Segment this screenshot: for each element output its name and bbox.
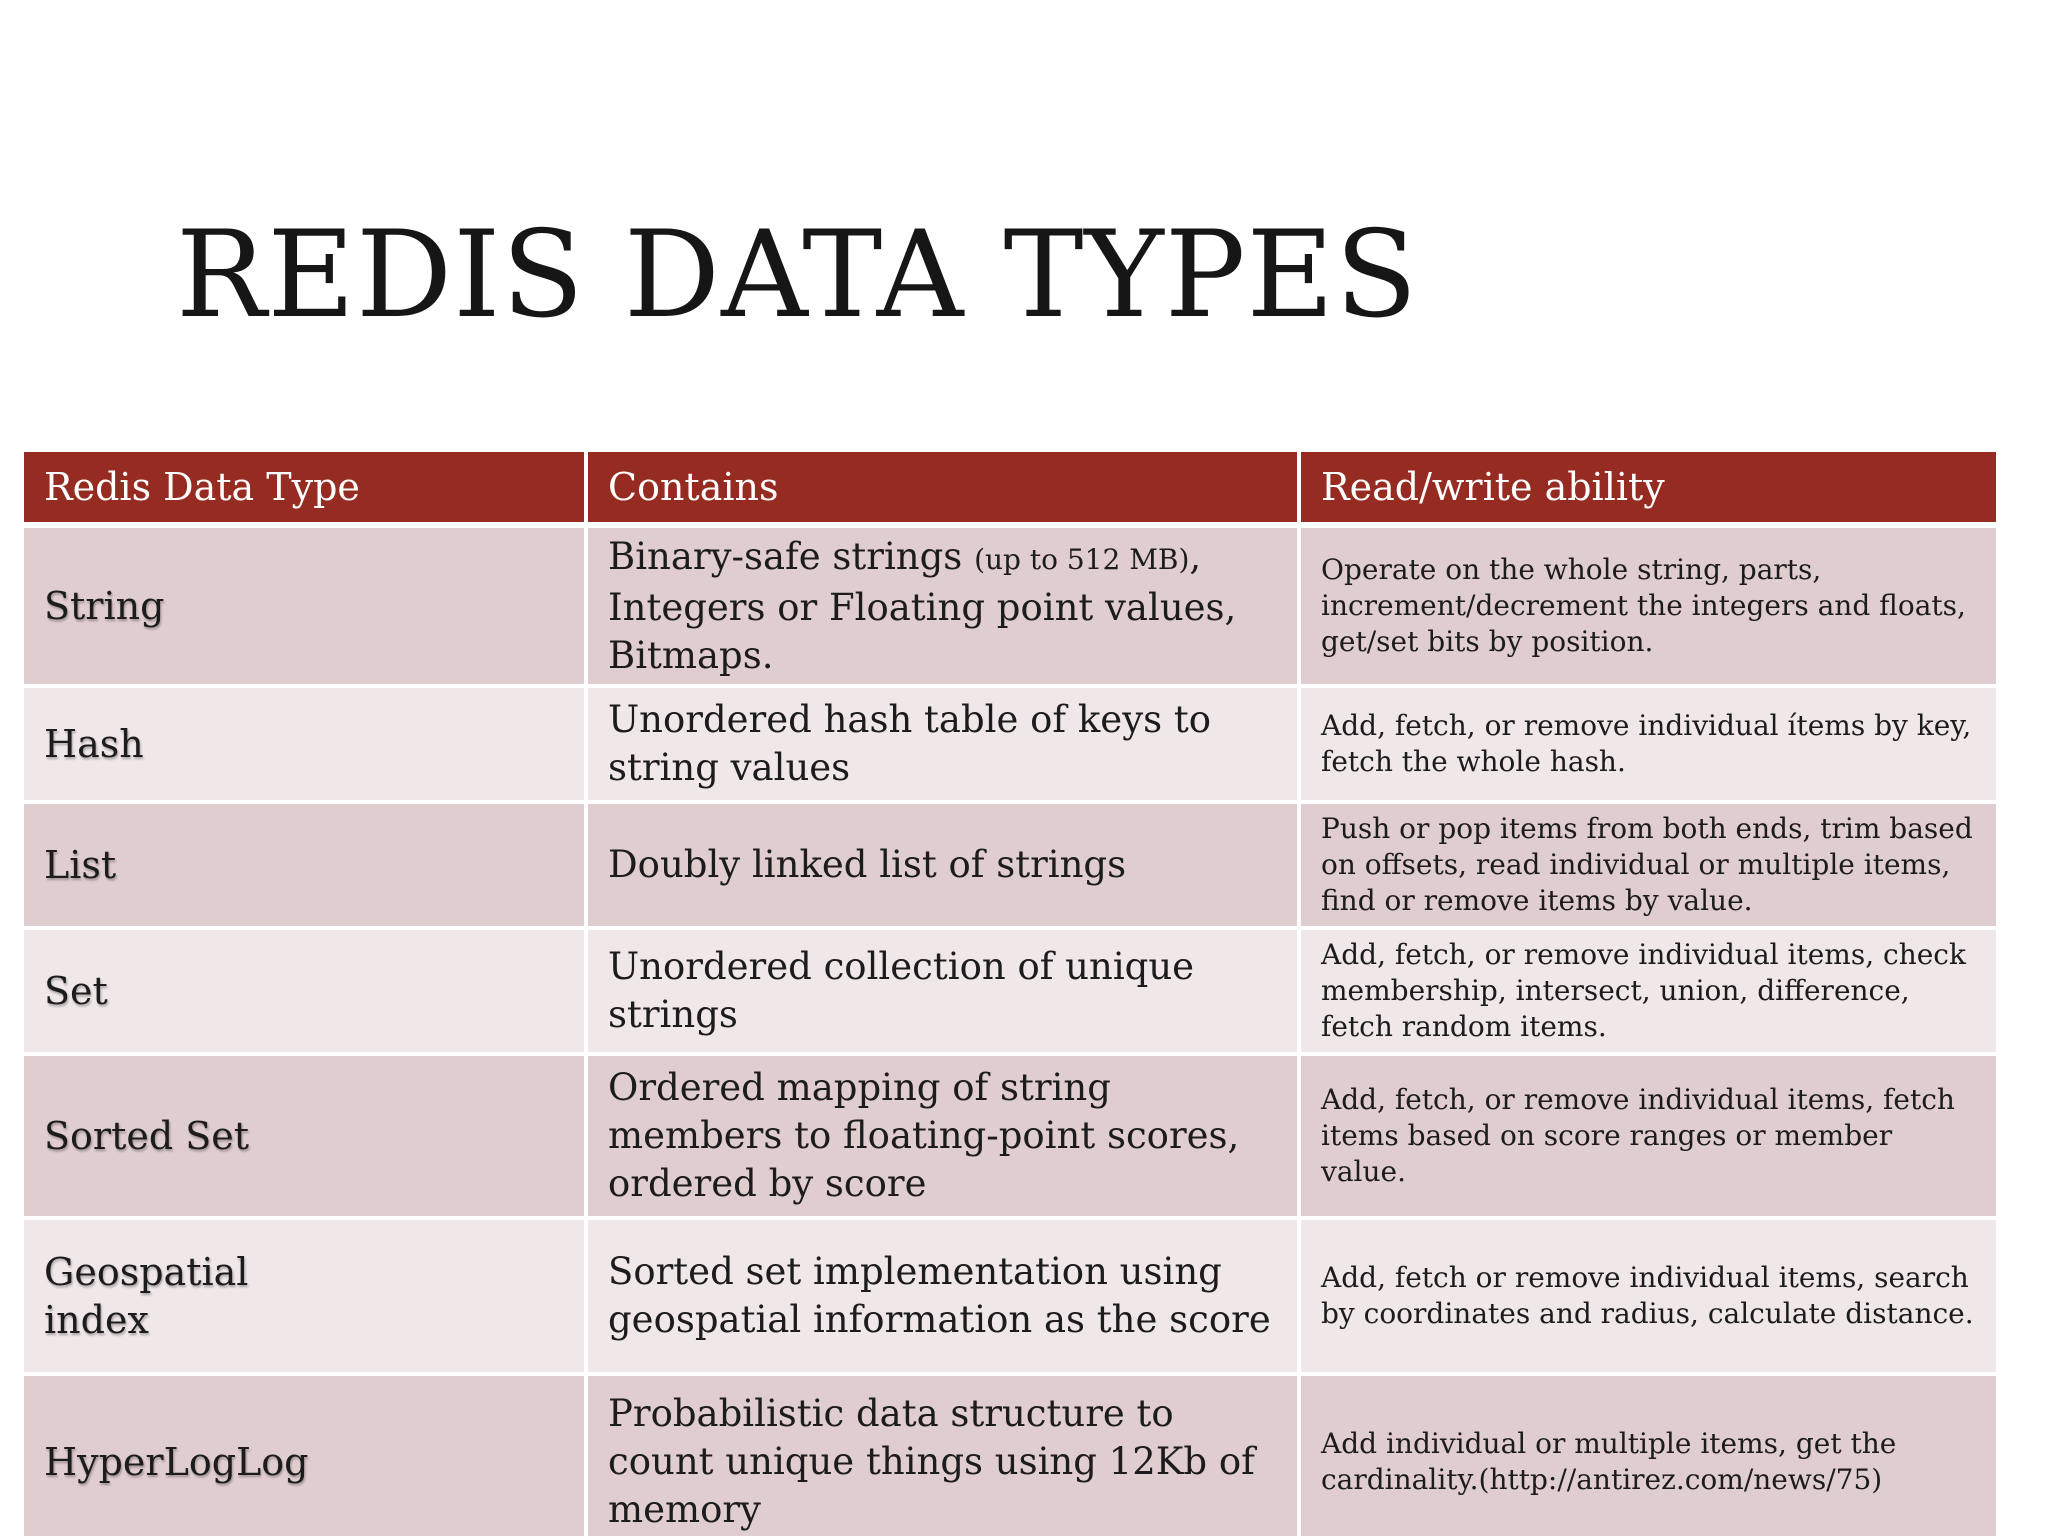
contains-cell: Unordered collection of unique strings [588,930,1301,1056]
contains-main: Binary-safe strings [608,534,963,578]
header-data-type: Redis Data Type [24,452,588,528]
read-write-cell: Operate on the whole string, parts, increment/decrement the integers and floats, get/set bits by position. [1301,528,1996,688]
table-header-row [24,452,1996,528]
read-write-cell: Add, fetch or remove individual items, search by coordinates and radius, calculate distance. [1301,1220,1996,1376]
type-cell: Set [24,930,588,1056]
contains-cell: Unordered hash table of keys to string values [588,688,1301,804]
header-read-write: Read/write ability [1301,452,1996,528]
contains-cell: Sorted set implementation using geospatial information as the score [588,1220,1301,1376]
table-row-string [24,528,1996,688]
type-cell: Hash [24,688,588,804]
table-row-geospatial-index [24,1220,1996,1376]
type-cell: HyperLogLog [24,1376,588,1536]
contains-note: (up to 512 MB) [974,542,1190,576]
data-types-table [24,452,1996,1536]
read-write-cell: Add, fetch, or remove individual items, check membership, intersect, union, difference, fetch random items. [1301,930,1996,1056]
table-row-set [24,930,1996,1056]
table-row-hash [24,688,1996,804]
contains-cell: Ordered mapping of string members to floating-point scores, ordered by score [588,1056,1301,1220]
data-types-table-container [24,452,1996,1536]
read-write-cell: Add, fetch, or remove individual ítems by key, fetch the whole hash. [1301,688,1996,804]
contains-cell: Doubly linked list of strings [588,804,1301,930]
table-row-hyperloglog [24,1376,1996,1536]
type-cell: List [24,804,588,930]
slide-title: REDIS DATA TYPES [176,206,1419,345]
read-write-cell: Add individual or multiple items, get the cardinality.(http://antirez.com/news/75) [1301,1376,1996,1536]
type-cell: Sorted Set [24,1056,588,1220]
type-cell: Geospatial index [24,1220,588,1376]
table-row-sorted-set [24,1056,1996,1220]
read-write-cell: Add, fetch, or remove individual items, fetch items based on score ranges or member value. [1301,1056,1996,1220]
header-contains: Contains [588,452,1301,528]
type-cell: String [24,528,588,688]
contains-cell: Probabilistic data structure to count unique things using 12Kb of memory [588,1376,1301,1536]
read-write-cell: Push or pop items from both ends, trim based on offsets, read individual or multiple items, find or remove items by value. [1301,804,1996,930]
table-row-list [24,804,1996,930]
contains-rest: , Integers or Floating point values, Bitmaps. [608,534,1237,677]
contains-cell [588,528,1301,688]
